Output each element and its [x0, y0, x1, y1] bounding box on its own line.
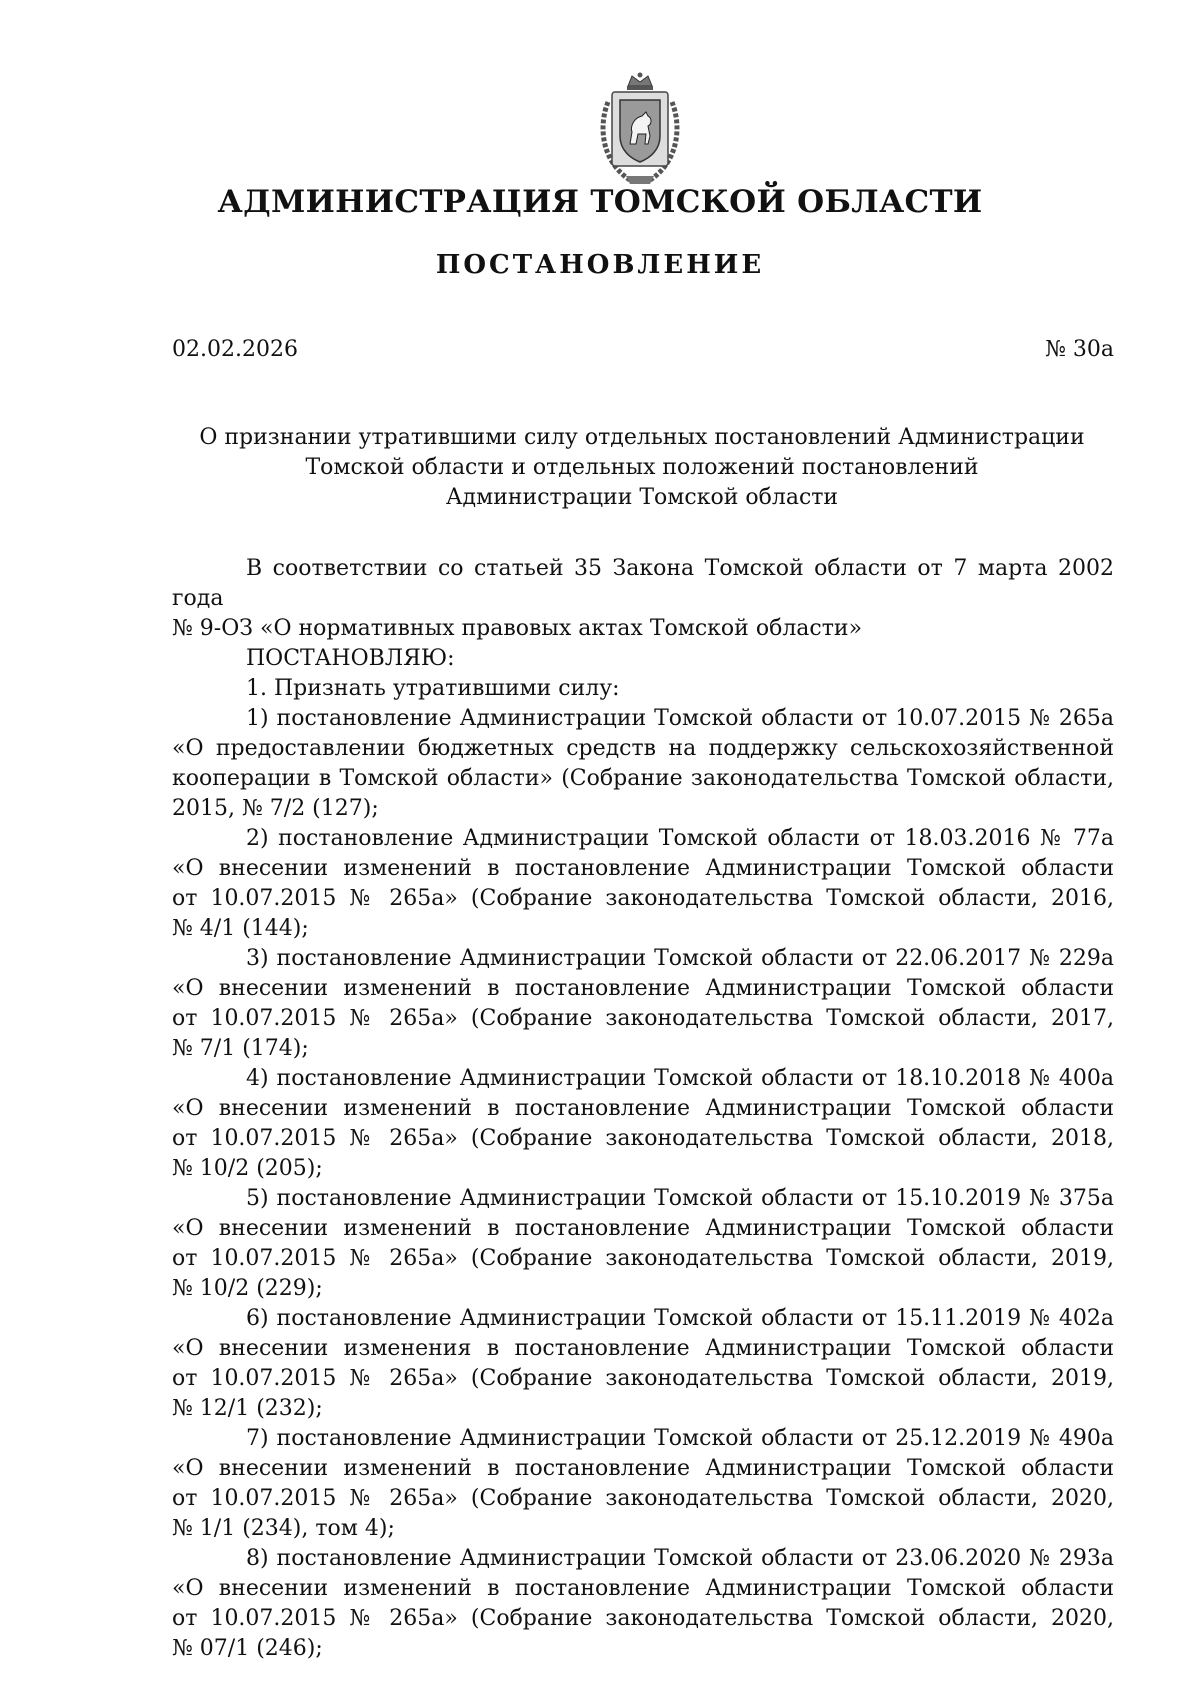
document-body — [172, 554, 1114, 1664]
subject-line: Томской области и отдельных положений постановлений — [305, 455, 979, 480]
document-date: 02.02.2026 — [172, 337, 298, 362]
list-item: 2) постановление Администрации Томской области от 18.03.2016 № 77а «О внесении изменений в постановление Администрации Томской области от 10.07.2015 № 265а» (Собрание законодательства Томской области, 2016, № 4/1 (144); — [172, 826, 1114, 941]
list-item: 8) постановление Администрации Томской области от 23.06.2020 № 293а «О внесении изменений в постановление Администрации Томской области от 10.07.2015 № 265а» (Собрание законодательства Томской области, 2020, № 07/1 (246); — [172, 1546, 1114, 1661]
list-item: 5) постановление Администрации Томской области от 15.10.2019 № 375а «О внесении изменений в постановление Администрации Томской области от 10.07.2015 № 265а» (Собрание законодательства Томской области, 2019, № 10/2 (229); — [172, 1186, 1114, 1301]
list-item: 4) постановление Администрации Томской области от 18.10.2018 № 400а «О внесении изменений в постановление Администрации Томской области от 10.07.2015 № 265а» (Собрание законодательства Томской области, 2018, № 10/2 (205); — [172, 1066, 1114, 1181]
organization-title: АДМИНИСТРАЦИЯ ТОМСКОЙ ОБЛАСТИ — [217, 184, 983, 220]
preamble-line: В соответствии со статьей 35 Закона Томской области от 7 марта 2002 года — [172, 556, 1114, 611]
preamble-line: № 9-ОЗ «О нормативных правовых актах Томской области» — [172, 616, 863, 641]
coat-of-arms-icon — [590, 72, 690, 192]
list-item: 1) постановление Администрации Томской области от 10.07.2015 № 265а «О предоставлении бюджетных средств на поддержку сельскохозяйственной кооперации в Томской области» (Собрание законодательства Томской области, 2015, № 7/2 (127); — [172, 706, 1114, 821]
document-subject — [172, 423, 1112, 513]
preamble — [172, 554, 1114, 644]
clause-1: 1. Признать утратившими силу: — [246, 676, 620, 701]
list-item: 3) постановление Администрации Томской области от 22.06.2017 № 229а «О внесении изменений в постановление Администрации Томской области от 10.07.2015 № 265а» (Собрание законодательства Томской области, 2017, № 7/1 (174); — [172, 946, 1114, 1061]
subject-line: О признании утратившими силу отдельных постановлений Администрации — [199, 425, 1085, 450]
list-item: 7) постановление Администрации Томской области от 25.12.2019 № 490а «О внесении изменений в постановление Администрации Томской области от 10.07.2015 № 265а» (Собрание законодательства Томской области, 2020, № 1/1 (234), том 4); — [172, 1426, 1114, 1541]
document-type: ПОСТАНОВЛЕНИЕ — [435, 250, 765, 280]
subject-line: Администрации Томской области — [445, 485, 839, 510]
document-number: № 30а — [1045, 337, 1114, 362]
decree-word: ПОСТАНОВЛЯЮ: — [246, 646, 455, 671]
list-item: 6) постановление Администрации Томской области от 15.11.2019 № 402а «О внесении изменения в постановление Администрации Томской области от 10.07.2015 № 265а» (Собрание законодательства Томской области, 2019, № 12/1 (232); — [172, 1306, 1114, 1421]
